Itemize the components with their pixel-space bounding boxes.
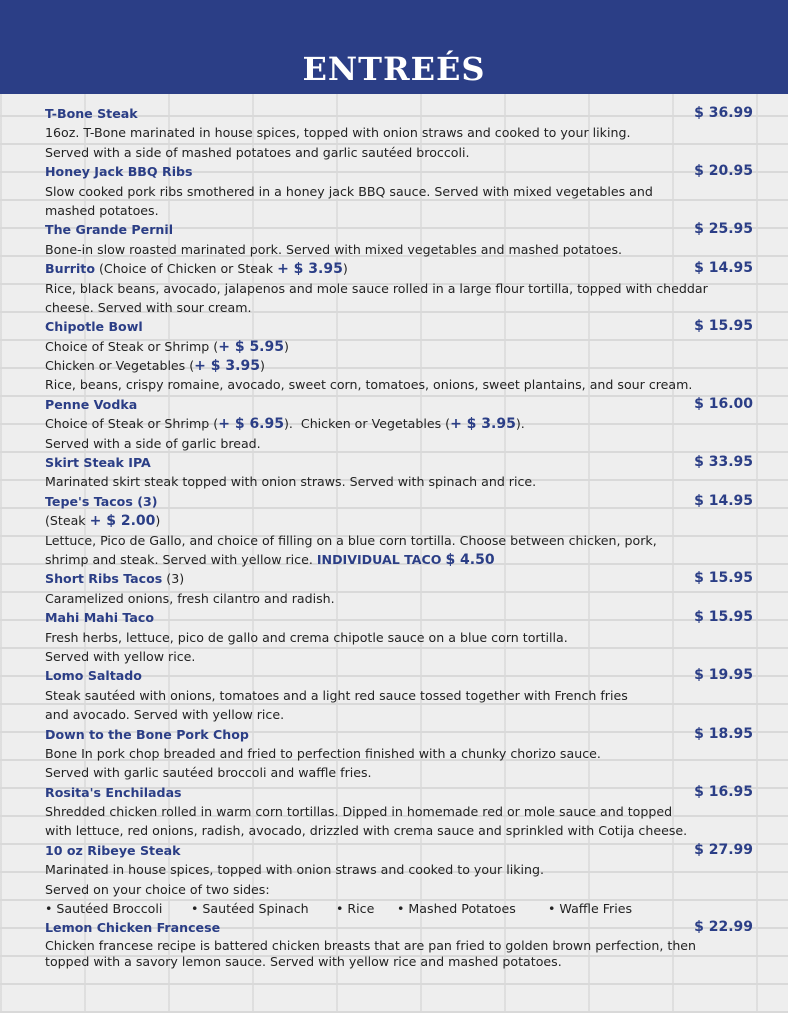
item-description: and avocado. Served with yellow rice.: [45, 707, 285, 723]
item-description: with lettuce, red onions, radish, avocado, drizzled with crema sauce and sprinkled with Cotija cheese.: [45, 823, 688, 839]
menu-item-chipotle-bowl: [45, 317, 753, 395]
option-text: Choice of Steak or Shrimp (: [45, 338, 219, 354]
item-price: $ 20.95: [694, 163, 753, 180]
item-description: Served on your choice of two sides:: [45, 881, 270, 897]
item-description: Chicken francese recipe is battered chicken breasts that are pan fried to golden brown perfection, then: [45, 937, 697, 953]
menu-item-short-ribs-tacos: [45, 569, 753, 608]
side-option: • Rice: [336, 901, 375, 917]
item-price: $ 22.99: [694, 919, 753, 936]
option-text: (Steak: [45, 513, 90, 529]
item-price: $ 36.99: [694, 105, 753, 121]
item-price: $ 16.00: [694, 395, 753, 412]
item-name-line: [45, 259, 753, 278]
item-option: [45, 414, 753, 433]
item-description: Lettuce, Pico de Gallo, and choice of filling on a blue corn tortilla. Choose between chicken, pork,: [45, 532, 657, 548]
side-option: • Waffle Fries: [548, 901, 633, 917]
option-price: + $ 3.95: [194, 358, 260, 375]
item-description: Caramelized onions, fresh cilantro and radish.: [45, 590, 335, 606]
description-text: shrimp and steak. Served with yellow rice.: [45, 551, 317, 567]
item-price: $ 15.95: [694, 318, 753, 335]
item-name: Down to the Bone Pork Chop: [45, 726, 249, 742]
option-text: ).: [515, 416, 525, 432]
item-price: $ 27.99: [694, 841, 753, 858]
item-name: T-Bone Steak: [45, 106, 138, 121]
menu-item-grande-pernil: [45, 220, 753, 259]
item-name: Burrito: [45, 261, 95, 277]
option-text: ). Chicken or Vegetables (: [283, 416, 451, 432]
item-name: Honey Jack BBQ Ribs: [45, 164, 193, 180]
item-description: Served with yellow rice.: [45, 648, 196, 664]
item-description: Fresh herbs, lettuce, pico de gallo and crema chipotle sauce on a blue corn tortilla.: [45, 629, 568, 645]
item-option: [45, 511, 753, 530]
menu-item-t-bone-steak: [45, 104, 753, 162]
item-description: mashed potatoes.: [45, 202, 159, 218]
item-description: Served with garlic sautéed broccoli and waffle fries.: [45, 765, 372, 781]
option-price: + $ 2.00: [89, 513, 156, 530]
item-description: Bone In pork chop breaded and fried to perfection finished with a chunky chorizo sauce.: [45, 745, 601, 761]
item-price: $ 18.95: [694, 725, 753, 742]
option-text: ): [155, 513, 161, 529]
item-description: Rice, beans, crispy romaine, avocado, sweet corn, tomatoes, onions, sweet plantains, and sour cream.: [45, 377, 693, 393]
option-text: Choice of Steak or Shrimp (: [45, 416, 219, 432]
menu-item-honey-jack-bbq-ribs: [45, 162, 753, 220]
item-name: Lemon Chicken Francese: [45, 920, 221, 936]
item-price: $ 19.95: [694, 667, 753, 684]
item-price: $ 14.95: [694, 492, 753, 509]
item-description: Shredded chicken rolled in warm corn tortillas. Dipped in homemade red or mole sauce and topped: [45, 804, 673, 820]
item-description: Steak sautéed with onions, tomatoes and a light red sauce tossed together with French fries: [45, 687, 628, 703]
option-text: ): [283, 338, 289, 354]
item-name: Rosita's Enchiladas: [45, 784, 182, 800]
page-title: ENTREÉS: [302, 50, 486, 88]
menu-item-ribeye-steak: [45, 841, 753, 919]
item-name-note: (3): [162, 571, 185, 587]
item-option: [45, 356, 753, 375]
item-description: cheese. Served with sour cream.: [45, 299, 252, 315]
item-name: Penne Vodka: [45, 396, 138, 412]
item-description: Marinated skirt steak topped with onion straws. Served with spinach and rice.: [45, 474, 537, 490]
side-option: • Sautéed Spinach: [191, 901, 309, 917]
menu-list: [45, 104, 753, 970]
item-name: The Grande Pernil: [45, 222, 174, 238]
item-price: $ 15.95: [694, 609, 753, 626]
individual-taco-price: $ 4.50: [445, 551, 495, 568]
menu-item-pork-chop: [45, 725, 753, 783]
menu-item-tepes-tacos: [45, 492, 753, 570]
item-name-line: [45, 569, 753, 588]
item-name: Skirt Steak IPA: [45, 455, 151, 471]
item-name: Mahi Mahi Taco: [45, 610, 154, 626]
item-description: 16oz. T-Bone marinated in house spices, topped with onion straws and cooked to your liking.: [45, 125, 631, 141]
individual-taco-label: INDIVIDUAL TACO: [316, 551, 442, 567]
item-description: Served with a side of garlic bread.: [45, 435, 261, 451]
menu-item-mahi-mahi-taco: [45, 608, 753, 666]
menu-item-skirt-steak-ipa: [45, 453, 753, 492]
item-name-note: (Choice of Chicken or Steak: [94, 261, 278, 277]
option-text: Chicken or Vegetables (: [45, 358, 195, 374]
header-banner: [0, 0, 788, 94]
side-option: • Mashed Potatoes: [397, 901, 516, 917]
item-description: topped with a savory lemon sauce. Served with yellow rice and mashed potatoes.: [45, 953, 562, 969]
side-options: [45, 899, 753, 918]
option-price: + $ 6.95: [218, 416, 284, 433]
item-price: $ 33.95: [694, 454, 753, 471]
item-price: $ 25.95: [694, 221, 753, 238]
item-description: Slow cooked pork ribs smothered in a honey jack BBQ sauce. Served with mixed vegetables and: [45, 183, 653, 199]
item-description: Marinated in house spices, topped with onion straws and cooked to your liking.: [45, 862, 544, 878]
item-description: Rice, black beans, avocado, jalapenos and mole sauce rolled in a large flour tortilla, topped with cheddar: [45, 280, 708, 296]
item-name: Lomo Saltado: [45, 668, 142, 684]
item-description: [45, 550, 753, 569]
option-price: + $ 5.95: [218, 338, 284, 355]
menu-item-penne-vodka: [45, 395, 753, 453]
item-option: [45, 337, 753, 356]
menu-item-rositas-enchiladas: [45, 783, 753, 841]
menu-item-lemon-chicken-francese: [45, 918, 753, 969]
option-text: ): [259, 358, 265, 374]
item-description: Served with a side of mashed potatoes and garlic sautéed broccoli.: [45, 144, 470, 160]
item-name: 10 oz Ribeye Steak: [45, 842, 181, 858]
item-description: Bone-in slow roasted marinated pork. Served with mixed vegetables and mashed potatoes.: [45, 241, 623, 257]
item-name: Short Ribs Tacos: [45, 571, 163, 587]
item-name: Chipotle Bowl: [45, 319, 143, 335]
option-price: + $ 3.95: [450, 416, 516, 433]
item-name-note-close: ): [342, 261, 348, 277]
item-addon-price: + $ 3.95: [277, 261, 343, 278]
item-name: Tepe's Tacos (3): [45, 493, 158, 509]
menu-item-burrito: [45, 259, 753, 317]
item-price: $ 14.95: [694, 260, 753, 277]
side-option: • Sautéed Broccoli: [45, 901, 163, 917]
item-price: $ 15.95: [694, 570, 753, 587]
item-price: $ 16.95: [694, 783, 753, 800]
menu-item-lomo-saltado: [45, 666, 753, 724]
